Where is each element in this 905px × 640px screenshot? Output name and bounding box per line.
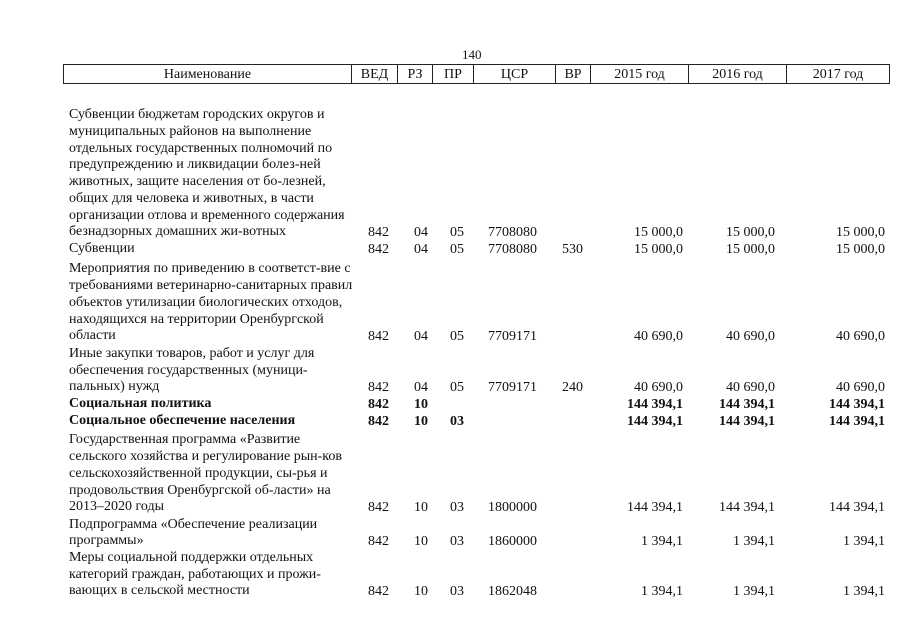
header-2016: 2016 год: [689, 65, 787, 83]
row-2017: 1 394,1: [843, 584, 885, 599]
row-2016: 144 394,1: [719, 500, 775, 515]
row-pr: 05: [450, 242, 464, 257]
row-ved: 842: [368, 380, 389, 395]
row-ved: 842: [368, 500, 389, 515]
row-rz: 10: [414, 500, 428, 515]
row-rz: 04: [414, 225, 428, 240]
row-csr: 7708080: [488, 225, 537, 240]
table-header: [63, 64, 890, 84]
table-row: [0, 346, 905, 396]
row-ved: 842: [368, 225, 389, 240]
row-2016: 144 394,1: [719, 414, 775, 429]
row-2017: 144 394,1: [829, 397, 885, 412]
row-ved: 842: [368, 242, 389, 257]
row-ved: 842: [368, 414, 389, 429]
row-2017: 40 690,0: [836, 329, 885, 344]
row-2016: 40 690,0: [726, 380, 775, 395]
row-2015: 15 000,0: [634, 242, 683, 257]
header-ved: ВЕД: [352, 65, 398, 83]
header-name: Наименование: [64, 65, 352, 83]
page-number: 140: [462, 47, 482, 62]
row-name: Подпрограмма «Обеспечение реализации программы»: [69, 516, 318, 549]
table-row: [0, 86, 905, 241]
row-ved: 842: [368, 534, 389, 549]
row-2015: 144 394,1: [627, 414, 683, 429]
row-2016: 1 394,1: [733, 584, 775, 599]
row-2017: 40 690,0: [836, 380, 885, 395]
row-pr: 03: [450, 500, 464, 515]
row-2017: 15 000,0: [836, 242, 885, 257]
row-rz: 10: [414, 397, 428, 412]
row-csr: 7709171: [488, 380, 537, 395]
row-2015: 40 690,0: [634, 329, 683, 344]
row-2015: 1 394,1: [641, 534, 683, 549]
row-name: Меры социальной поддержки отдельных категорий граждан, работающих и прожи-вающих в сельской местности: [69, 549, 321, 599]
header-csr: ЦСР: [474, 65, 556, 83]
header-pr: ПР: [433, 65, 474, 83]
row-2016: 15 000,0: [726, 242, 775, 257]
row-pr: 05: [450, 380, 464, 395]
row-2015: 40 690,0: [634, 380, 683, 395]
row-name: Социальная политика: [69, 396, 212, 412]
header-vr: ВР: [556, 65, 591, 83]
table-row: [0, 432, 905, 516]
row-2017: 144 394,1: [829, 414, 885, 429]
row-2017: 15 000,0: [836, 225, 885, 240]
row-2015: 144 394,1: [627, 500, 683, 515]
table-row: [0, 396, 905, 413]
header-2017: 2017 год: [812, 67, 864, 82]
row-2016: 40 690,0: [726, 329, 775, 344]
row-2016: 15 000,0: [726, 225, 775, 240]
row-2017: 1 394,1: [843, 534, 885, 549]
table-row: [0, 241, 905, 258]
row-rz: 04: [414, 242, 428, 257]
row-pr: 03: [450, 414, 464, 429]
row-pr: 05: [450, 225, 464, 240]
row-name: Мероприятия по приведению в соответст-вие с требованиями ветеринарно-санитарных правил объектов утилизации биологических отходов, находящихся на территории Оренбургской области: [69, 261, 353, 344]
row-name: Социальное обеспечение населения: [69, 413, 296, 429]
row-name: Государственная программа «Развитие сельского хозяйства и регулирование рын-ков сельскохозяйственной продукции, сы-рья и продовольствия Оренбургской об-ласти» на 2013–2020 годы: [69, 432, 342, 515]
table-row: [0, 550, 905, 600]
row-2016: 144 394,1: [719, 397, 775, 412]
row-name: Субвенции: [69, 241, 135, 257]
header-rz: РЗ: [398, 65, 433, 83]
row-csr: 7708080: [488, 242, 537, 257]
row-rz: 10: [414, 414, 428, 429]
row-rz: 10: [414, 584, 428, 599]
row-2015: 144 394,1: [627, 397, 683, 412]
row-rz: 10: [414, 534, 428, 549]
header-2015: 2015 год: [591, 65, 689, 83]
row-rz: 04: [414, 380, 428, 395]
row-vr: 530: [562, 242, 583, 257]
table-row: [0, 413, 905, 430]
table-row: [0, 262, 905, 345]
row-name: Субвенции бюджетам городских округов и муниципальных районов на выполнение отдельных государственных полномочий по предупреждению и ликвидации болез-ней животных, защите населения от бо-лезней, общих для человека и животных, в части организации отлова и временного содержания безнадзорных домашних жи-вотных: [69, 107, 345, 240]
row-2016: 1 394,1: [733, 534, 775, 549]
row-ved: 842: [368, 584, 389, 599]
row-vr: 240: [562, 380, 583, 395]
row-name: Иные закупки товаров, работ и услуг для обеспечения государственных (муници-пальных) нужд: [69, 345, 315, 395]
row-2015: 15 000,0: [634, 225, 683, 240]
row-pr: 03: [450, 534, 464, 549]
row-ved: 842: [368, 397, 389, 412]
table-row: [0, 516, 905, 550]
row-rz: 04: [414, 329, 428, 344]
row-pr: 05: [450, 329, 464, 344]
row-2015: 1 394,1: [641, 584, 683, 599]
row-csr: 1860000: [488, 534, 537, 549]
row-csr: 1862048: [488, 584, 537, 599]
row-csr: 7709171: [488, 329, 537, 344]
row-pr: 03: [450, 584, 464, 599]
row-ved: 842: [368, 329, 389, 344]
row-2017: 144 394,1: [829, 500, 885, 515]
row-csr: 1800000: [488, 500, 537, 515]
